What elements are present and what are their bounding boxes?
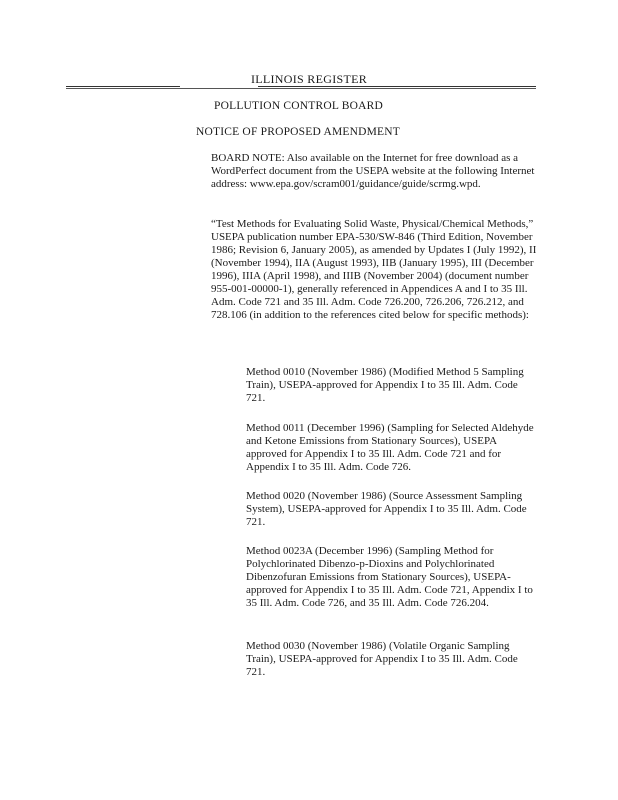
header-rule-right (258, 86, 536, 87)
header-rule (66, 88, 536, 89)
register-title: ILLINOIS REGISTER (250, 72, 368, 86)
method-0011-paragraph: Method 0011 (December 1996) (Sampling for Selected Aldehyde and Ketone Emissions from Stationary Sources), USEPA approved for Appendix I to 35 Ill. Adm. Code 721 and for Appendix I to 35 Ill. Adm. Code 726. (246, 422, 534, 473)
board-note-paragraph: BOARD NOTE: Also available on the Internet for free download as a WordPerfect document from the USEPA website at the following Internet address: www.epa.gov/scram001/guidance/guide/scrmg.wpd. (211, 152, 535, 190)
notice-title: NOTICE OF PROPOSED AMENDMENT (196, 126, 400, 138)
method-0023a-paragraph: Method 0023A (December 1996) (Sampling Method for Polychlorinated Dibenzo-p-Dioxins and Polychlorinated Dibenzofuran Emissions from Stationary Sources), USEPA-approved for Appendix I to 35 Ill. Adm. Code 721, Appendix I to 35 Ill. Adm. Code 726, and 35 Ill. Adm. Code 726.204. (246, 545, 533, 609)
method-0030-paragraph: Method 0030 (November 1986) (Volatile Organic Sampling Train), USEPA-approved for Appendix I to 35 Ill. Adm. Code 721. (246, 640, 518, 678)
board-name: POLLUTION CONTROL BOARD (214, 100, 384, 112)
method-0020-paragraph: Method 0020 (November 1986) (Source Assessment Sampling System), USEPA-approved for Appendix I to 35 Ill. Adm. Code 721. (246, 490, 527, 528)
method-0010-paragraph: Method 0010 (November 1986) (Modified Method 5 Sampling Train), USEPA-approved for Appendix I to 35 Ill. Adm. Code 721. (246, 366, 524, 404)
header-rule-left (66, 86, 180, 87)
test-methods-paragraph: “Test Methods for Evaluating Solid Waste, Physical/Chemical Methods,” USEPA publication number EPA-530/SW-846 (Third Edition, November 1986; Revision 6, January 2005), as amended by Updates I (July 1992), II (November 1994), IIA (August 1993), IIB (January 1995), III (December 1996), IIIA (April 1998), and IIIB (November 2004) (document number 955-001-00000-1), generally referenced in Appendices A and I to 35 Ill. Adm. Code 721 and 35 Ill. Adm. Code 726.200, 726.206, 726.212, and 728.106 (in addition to the references cited below for specific methods): (211, 218, 537, 321)
